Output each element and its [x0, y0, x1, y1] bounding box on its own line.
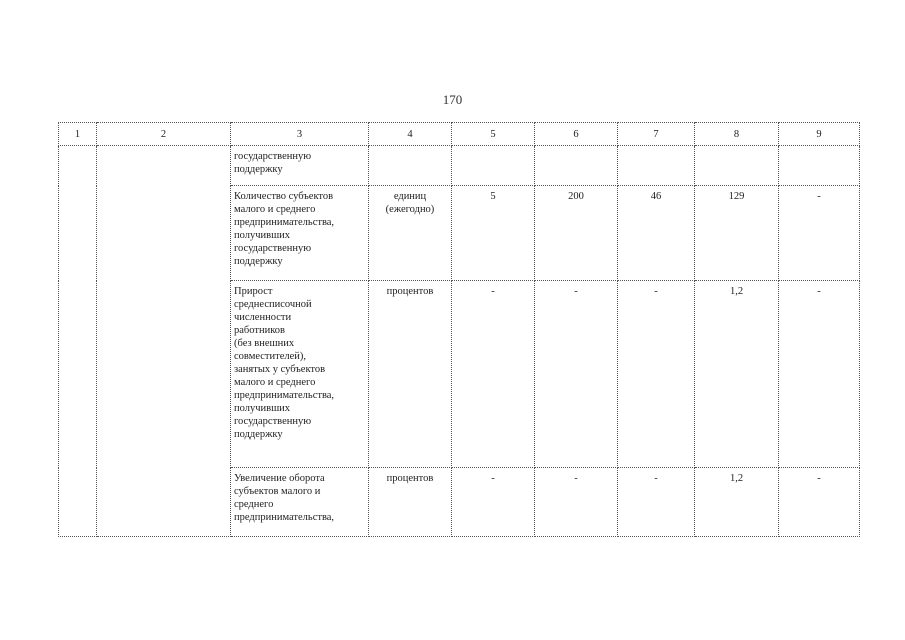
value-cell: 200 — [535, 186, 618, 281]
value-cell: 129 — [695, 186, 779, 281]
value-cell: - — [535, 468, 618, 537]
indicator-text: Количество субъектов малого и среднего предпринимательства, получивших государственную поддержку — [234, 191, 335, 267]
unit-text: единиц (ежегодно) — [385, 191, 435, 215]
value-cell — [695, 146, 779, 186]
indicator-text: государственную поддержку — [234, 151, 312, 175]
table-header-row — [59, 123, 860, 146]
unit-text: процентов — [386, 473, 434, 484]
header-cell: 3 — [231, 123, 369, 146]
header-cell: 7 — [618, 123, 695, 146]
value-cell: - — [779, 186, 860, 281]
header-cell: 8 — [695, 123, 779, 146]
indicator-cell — [231, 186, 369, 281]
value-cell: - — [452, 468, 535, 537]
value-cell — [535, 146, 618, 186]
indicator-text: Прирост среднесписочной численности работников (без внешних совместителей), занятых у субъектов малого и среднего предпринимательства, получивших государственную поддержку — [234, 286, 335, 440]
value-cell: - — [779, 281, 860, 468]
indicator-cell — [231, 146, 369, 186]
header-cell: 1 — [59, 123, 97, 146]
indicator-cell — [231, 281, 369, 468]
value-cell: - — [779, 468, 860, 537]
header-cell: 4 — [369, 123, 452, 146]
number-cell — [59, 146, 97, 537]
name-cell — [97, 146, 231, 537]
indicators-table — [58, 122, 860, 537]
value-cell: - — [618, 281, 695, 468]
value-cell — [618, 146, 695, 186]
value-cell: - — [452, 281, 535, 468]
indicator-cell — [231, 468, 369, 537]
header-cell: 9 — [779, 123, 860, 146]
header-cell: 2 — [97, 123, 231, 146]
unit-text: процентов — [386, 286, 434, 297]
value-cell: 1,2 — [695, 281, 779, 468]
unit-cell — [369, 281, 452, 468]
unit-cell — [369, 146, 452, 186]
value-cell: - — [618, 468, 695, 537]
value-cell — [452, 146, 535, 186]
table-row — [59, 146, 860, 186]
value-cell: - — [535, 281, 618, 468]
unit-cell — [369, 186, 452, 281]
value-cell: 1,2 — [695, 468, 779, 537]
header-cell: 6 — [535, 123, 618, 146]
value-cell: 46 — [618, 186, 695, 281]
value-cell — [779, 146, 860, 186]
header-cell: 5 — [452, 123, 535, 146]
indicator-text: Увеличение оборота субъектов малого и среднего предпринимательства, — [234, 473, 335, 523]
unit-cell — [369, 468, 452, 537]
value-cell: 5 — [452, 186, 535, 281]
page-number: 170 — [442, 92, 463, 107]
